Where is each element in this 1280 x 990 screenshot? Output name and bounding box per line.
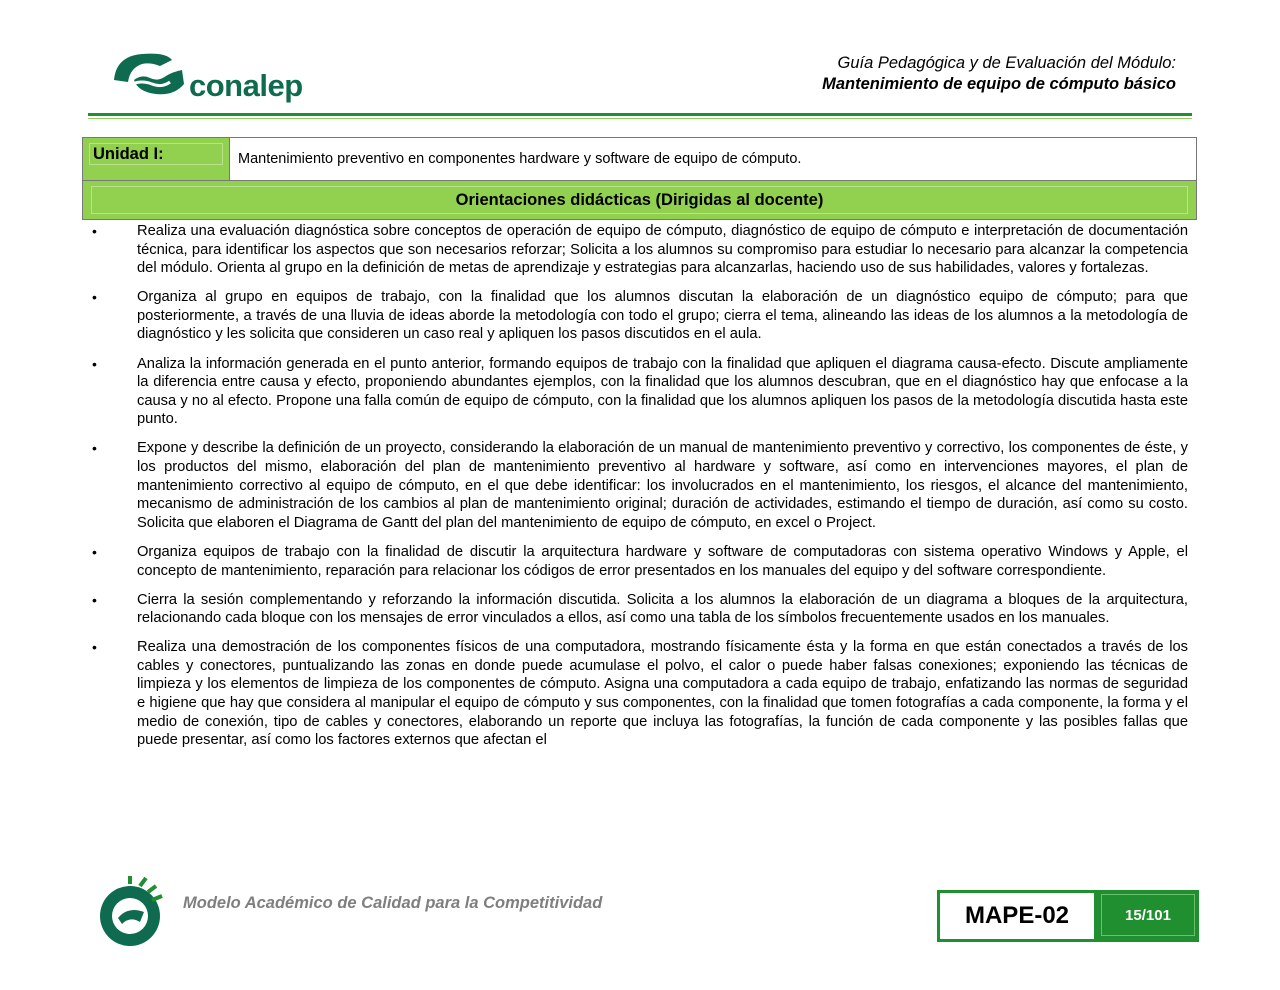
header-title-line2: Mantenimiento de equipo de cómputo básico [822, 75, 1176, 93]
document-header-title [822, 53, 1176, 95]
bullet-icon: • [92, 440, 97, 457]
header-title-line1: Guía Pedagógica y de Evaluación del Módulo: [837, 54, 1176, 72]
quality-model-seal [94, 876, 166, 948]
list-item [82, 288, 1188, 344]
list-item [82, 222, 1188, 278]
page-number-cell [1097, 890, 1199, 942]
list-item [82, 439, 1188, 532]
bullet-icon: • [92, 289, 97, 306]
bullet-icon: • [92, 223, 97, 239]
list-item [82, 355, 1188, 429]
list-item [82, 591, 1188, 628]
orientaciones-row [83, 181, 1196, 219]
header-rule-thin [88, 118, 1192, 119]
conalep-logo [112, 50, 312, 106]
bullet-icon: • [92, 543, 97, 560]
list-item [82, 543, 1188, 580]
list-item-text: Organiza al grupo en equipos de trabajo, con la finalidad que los alumnos discutan la elaboración de un diagnóstico equipo de cómputo; para que posteriormente, a través de una lluvia de ideas aborde la metodología con todo el grupo; cierra el tema, alineando las ideas de los alumnos a la metodología de diagnóstico y les solicita que consideren un caso real y apliquen los pasos discutidos en el aula. [137, 289, 1188, 343]
unit-row [83, 138, 1196, 181]
logo-wordmark: conalep [189, 68, 303, 103]
footer-tagline: Modelo Académico de Calidad para la Competitividad [183, 894, 603, 912]
unit-table [82, 137, 1197, 220]
list-item [82, 638, 1188, 750]
document-code: MAPE-02 [937, 890, 1097, 942]
unit-label: Unidad I: [89, 143, 223, 165]
unit-description: Mantenimiento preventivo en componentes hardware y software de equipo de cómputo. [238, 151, 802, 167]
bullet-icon: • [92, 639, 97, 656]
list-item-text: Cierra la sesión complementando y reforzando la información discutida. Solicita a los alumnos la elaboración de un diagrama a bloques de la arquitectura, relacionando cada bloque con los mensajes de error vinculados a ellos, así como una tabla de los símbolos frecuentemente usados en los manuales. [137, 591, 1188, 627]
page-number: 15/101 [1101, 894, 1195, 936]
list-item-text: Expone y describe la definición de un proyecto, considerando la elaboración de un manual de mantenimiento preventivo y correctivo, los componentes de éste, y los productos del mismo, elaboración del plan de mantenimiento preventivo al hardware y software, así como en intervenciones mayores, el plan de mantenimiento correctivo al equipo de cómputo, en el que debe identificar: los involucrados en el mantenimiento, los riesgos, el alcance del mantenimiento, mecanismo de administración de los cambios al plan de mantenimiento original; duración de actividades, estimando el tiempo de duración, así como su costo. Solicita que elaboren el Diagrama de Gantt del plan del mantenimiento de equipo de cómputo, en excel o Project. [137, 440, 1188, 531]
unit-label-cell [83, 138, 230, 180]
list-item-text: Realiza una demostración de los componentes físicos de una computadora, mostrando físicamente ésta y la forma en que están conectados a través de los cables y conectores, puntualizando las zonas en donde puede acumulase el polvo, el calor o puede haber falsas conexiones; exponiendo las técnicas de limpieza y los elementos de limpieza de los componentes de cómputo. Asigna una computadora a cada equipo de trabajo, enfatizando las normas de seguridad e higiene que hay que considera al manipular el equipo de cómputo y sus componentes, con la finalidad que tomen fotografías a cada componente, la forma y el medio de conexión, tipo de cables y conectores, elaborando un reporte que incluya las fotografías, la función de cada componente y las posibles fallas que puede presentar, así como los factores externos que afectan el [137, 639, 1188, 749]
header-rule [88, 113, 1192, 116]
list-item-text: Organiza equipos de trabajo con la finalidad de discutir la arquitectura hardware y software de computadoras con sistema operativo Windows y Apple, el concepto de mantenimiento, reparación para relacionar los códigos de error presentados en los manuales del equipo y del software correspondiente. [137, 543, 1188, 579]
bullet-icon: • [92, 591, 97, 608]
list-item-text: Analiza la información generada en el punto anterior, formando equipos de trabajo con la finalidad que apliquen el diagrama causa-efecto. Discute ampliamente la diferencia entre causa y efecto, proponiendo abundantes ejemplos, con la finalidad que los alumnos descubran, que en el diagnóstico hay que enfocase a la causa y no al efecto. Propone una falla común de equipo de cómputo, con la finalidad que los alumnos apliquen los pasos de la metodología discutida hasta este punto. [137, 355, 1188, 428]
conalep-logo-icon [112, 50, 187, 102]
quality-seal-icon [94, 876, 166, 948]
orientaciones-list [82, 222, 1188, 760]
document-code-box [937, 890, 1199, 942]
list-item-text: Realiza una evaluación diagnóstica sobre conceptos de operación de equipo de cómputo, diagnóstico de equipo de cómputo e interpretación de documentación técnica, para identificar los aspectos que son necesarios reforzar; Solicita a los alumnos su compromiso para estudiar lo necesario para alcanzar la competencia del módulo. Orienta al grupo en la definición de metas de aprendizaje y estrategias para alcanzarlas, haciendo uso de sus habilidades, valores y fortalezas. [137, 223, 1188, 277]
orientaciones-heading: Orientaciones didácticas (Dirigidas al docente) [91, 186, 1188, 214]
bullet-icon: • [92, 355, 97, 372]
